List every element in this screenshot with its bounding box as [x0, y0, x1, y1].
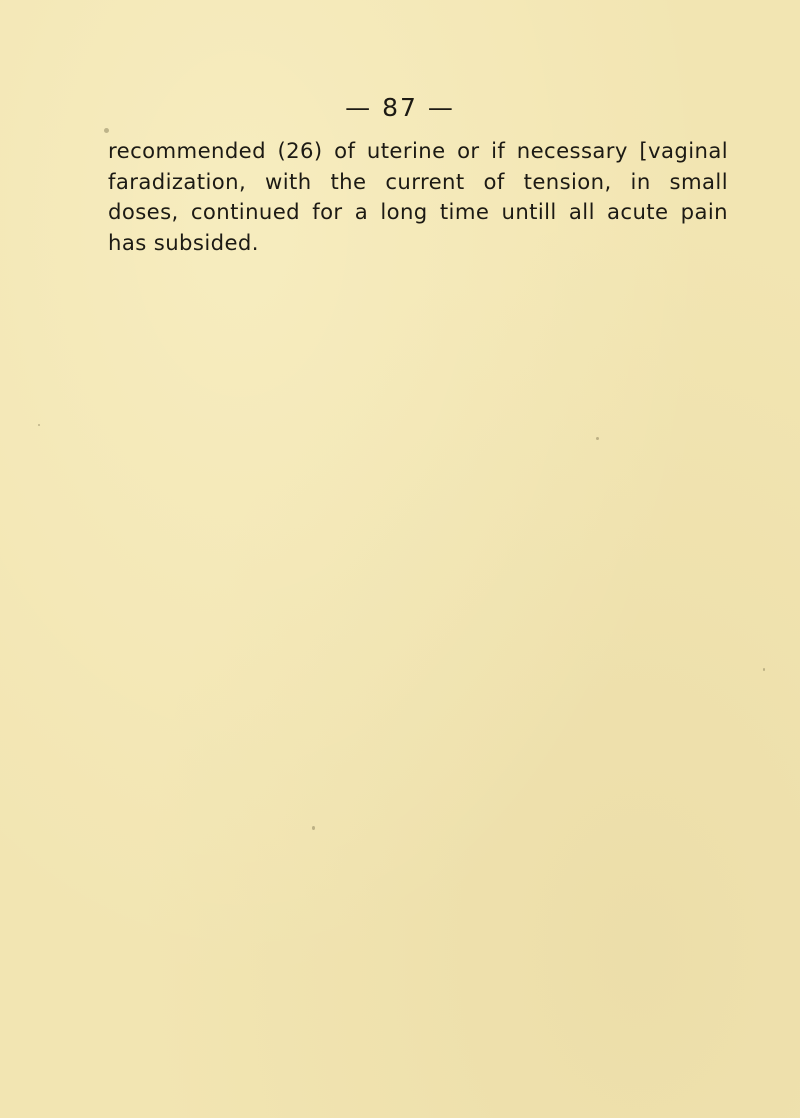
text-line: doses, continued for a long time untill all acute pain	[108, 199, 728, 224]
ink-speck	[763, 668, 765, 671]
ink-speck	[312, 826, 315, 830]
text-line: has subsided.	[108, 229, 259, 255]
ink-speck	[596, 437, 599, 440]
text-line: recommended (26) of uterine or if necessary [vaginal	[108, 138, 728, 163]
ink-speck	[104, 128, 109, 133]
ink-speck	[38, 424, 40, 426]
text-line: faradization, with the current of tension, in small	[108, 168, 728, 194]
paragraph	[108, 136, 728, 258]
page-number: — 87 —	[345, 93, 455, 122]
